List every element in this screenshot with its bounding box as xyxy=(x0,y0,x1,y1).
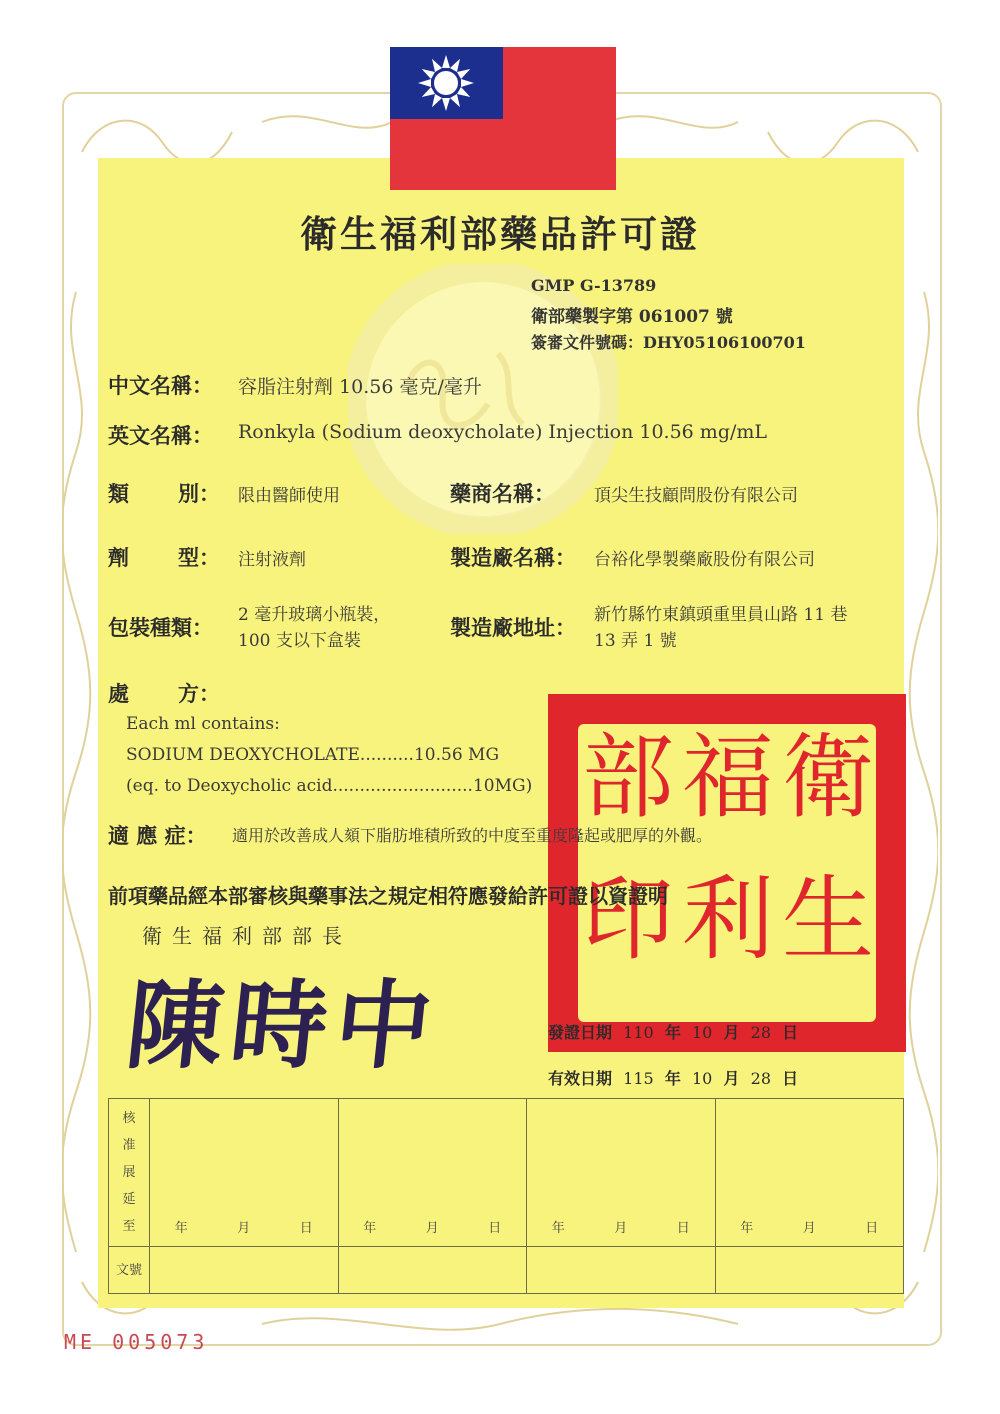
year-unit: 年 xyxy=(551,1221,565,1236)
doc-number-cell xyxy=(715,1247,904,1294)
expiry-month: 10 xyxy=(692,1069,713,1088)
month-unit: 月 xyxy=(802,1221,816,1236)
issue-day: 28 xyxy=(750,1023,772,1042)
day-unit: 日 xyxy=(299,1221,313,1236)
month-unit: 月 xyxy=(723,1069,740,1088)
renewal-slot-2 xyxy=(338,1099,527,1247)
seal-character: 利 xyxy=(682,866,775,973)
year-unit: 年 xyxy=(174,1221,188,1236)
renewal-label-text: 核准展延至 xyxy=(122,1111,136,1234)
day-unit: 日 xyxy=(676,1221,690,1236)
certification-statement: 前項藥品經本部審核與藥事法之規定相符應發給許可證以資證明 xyxy=(108,884,668,908)
factory-address-line-2: 13 弄 1 號 xyxy=(594,631,677,651)
category-label-b: 別： xyxy=(178,481,220,506)
english-name-value: Ronkyla (Sodium deoxycholate) Injection 10.56 mg/mL xyxy=(238,421,768,443)
year-unit: 年 xyxy=(664,1023,681,1042)
issue-year: 110 xyxy=(623,1023,654,1042)
dosage-form-label-a: 劑 xyxy=(108,545,129,570)
license-holder-value: 頂尖生技顧問股份有限公司 xyxy=(594,486,798,506)
official-seal xyxy=(548,694,906,1052)
indication-label: 適 應 症： xyxy=(108,823,207,848)
dosage-form-value: 注射液劑 xyxy=(238,550,306,570)
license-number: 衛部藥製字第 061007 號 xyxy=(531,307,733,327)
minister-title: 衛生福利部部長 xyxy=(142,924,352,948)
category-label-a: 類 xyxy=(108,481,129,506)
issue-month: 10 xyxy=(692,1023,713,1042)
prescription-line-2: SODIUM DEOXYCHOLATE..........10.56 MG xyxy=(126,745,500,765)
document-number-label: 文號 xyxy=(109,1247,150,1294)
flag-canton xyxy=(390,47,503,119)
english-name-label: 英文名稱： xyxy=(108,423,213,448)
license-holder-label: 藥商名稱： xyxy=(450,481,555,506)
expiry-date xyxy=(548,1066,798,1089)
seal-character: 福 xyxy=(682,724,775,831)
gmp-number: GMP G-13789 xyxy=(531,276,657,295)
renewal-slot-3 xyxy=(527,1099,716,1247)
certificate-title: 衛生福利部藥品許可證 xyxy=(300,212,700,256)
manufacturer-label: 製造廠名稱： xyxy=(450,545,576,570)
seal-inner-field xyxy=(578,724,876,1022)
chinese-name-value: 容脂注射劑 10.56 毫克/毫升 xyxy=(238,376,482,398)
white-sun-icon xyxy=(390,47,503,119)
month-unit: 月 xyxy=(723,1023,740,1042)
packaging-line-1: 2 毫升玻璃小瓶裝， xyxy=(238,605,391,625)
year-unit: 年 xyxy=(664,1069,681,1088)
expiry-day: 28 xyxy=(750,1069,772,1088)
seal-character: 生 xyxy=(782,866,875,973)
prescription-label-a: 處 xyxy=(108,681,129,706)
month-unit: 月 xyxy=(425,1221,439,1236)
packaging-label: 包裝種類： xyxy=(108,615,213,640)
year-unit: 年 xyxy=(740,1221,754,1236)
day-unit: 日 xyxy=(782,1069,799,1088)
year-unit: 年 xyxy=(363,1221,377,1236)
issue-date-label: 發證日期 xyxy=(548,1023,613,1042)
day-unit: 日 xyxy=(782,1023,799,1042)
renewal-side-label xyxy=(109,1099,150,1247)
month-unit: 月 xyxy=(614,1221,628,1236)
prescription-line-3: (eq. to Deoxycholic acid..........................10MG) xyxy=(126,776,533,796)
dosage-form-label-b: 型： xyxy=(178,545,220,570)
renewal-slot-4 xyxy=(715,1099,904,1247)
packaging-line-2: 100 支以下盒裝 xyxy=(238,631,361,651)
seal-character: 衛 xyxy=(782,724,875,831)
doc-number-cell xyxy=(338,1247,527,1294)
chinese-name-label: 中文名稱： xyxy=(108,373,213,398)
doc-number-cell xyxy=(527,1247,716,1294)
expiry-date-label: 有效日期 xyxy=(548,1069,613,1088)
manufacturer-value: 台裕化學製藥廠股份有限公司 xyxy=(594,550,815,570)
factory-address-line-1: 新竹縣竹東鎮頭重里員山路 11 巷 xyxy=(594,605,848,625)
indication-value: 適用於改善成人頦下脂肪堆積所致的中度至重度隆起或肥厚的外觀。 xyxy=(232,826,713,845)
prescription-label-b: 方： xyxy=(178,681,220,706)
national-flag xyxy=(390,47,616,190)
minister-signature: 陳時中 xyxy=(121,969,446,1082)
renewal-table xyxy=(108,1098,904,1294)
day-unit: 日 xyxy=(488,1221,502,1236)
issue-date xyxy=(548,1020,798,1043)
seal-character: 部 xyxy=(582,724,675,831)
review-document-number: 簽審文件號碼：DHY05106100701 xyxy=(531,333,806,352)
factory-address-label: 製造廠地址： xyxy=(450,615,576,640)
renewal-slot-1 xyxy=(150,1099,339,1247)
doc-number-cell xyxy=(150,1247,339,1294)
seal-character: 印 xyxy=(582,866,675,973)
month-unit: 月 xyxy=(237,1221,251,1236)
day-unit: 日 xyxy=(865,1221,879,1236)
category-value: 限由醫師使用 xyxy=(238,486,340,506)
prescription-line-1: Each ml contains: xyxy=(126,714,280,734)
serial-number: ME 005073 xyxy=(64,1330,209,1354)
expiry-year: 115 xyxy=(623,1069,654,1088)
